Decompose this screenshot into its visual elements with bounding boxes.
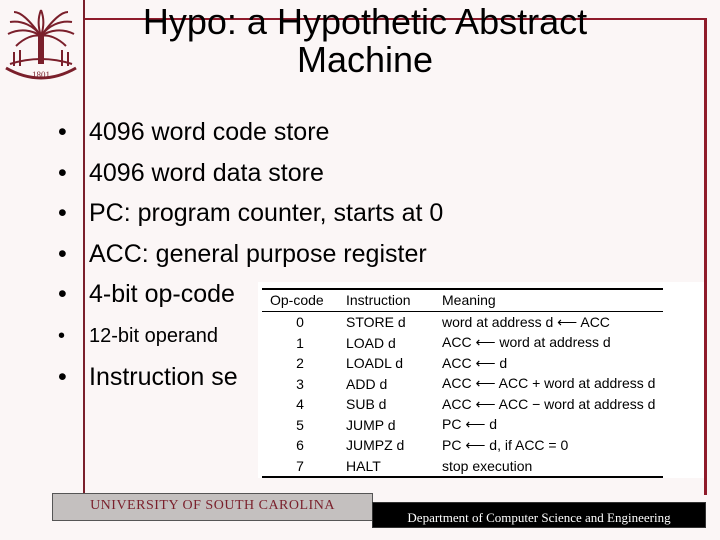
bullet-icon: • xyxy=(58,118,67,146)
instruction-cell: ADD d xyxy=(346,375,388,392)
bullet-icon: • xyxy=(58,362,67,391)
opcode-cell: 7 xyxy=(262,456,338,478)
table-row xyxy=(262,456,663,478)
bullet-text: 4096 word code store xyxy=(89,118,330,146)
instruction-cell: LOAD d xyxy=(346,334,396,351)
bullet-text: 4-bit op-code xyxy=(89,280,235,308)
bullet-item xyxy=(58,234,443,275)
table-row xyxy=(262,312,663,333)
bullet-item xyxy=(58,153,443,194)
bullet-icon: • xyxy=(58,280,67,308)
bullet-text: 12-bit operand xyxy=(89,324,218,347)
footer-department-text: Department of Computer Science and Engineering xyxy=(407,510,671,525)
meaning-cell: ACC ⟵ ACC + word at address d xyxy=(442,375,656,392)
table-row xyxy=(262,353,663,374)
bullet-text: 4096 word data store xyxy=(89,158,324,187)
instruction-cell: JUMP d xyxy=(346,416,396,433)
table-header-row xyxy=(262,289,663,312)
opcode-cell: 0 xyxy=(296,314,304,331)
opcode-cell: 1 xyxy=(296,334,304,351)
instruction-set-table xyxy=(258,282,704,478)
meaning-cell: stop execution xyxy=(434,456,663,478)
table-row xyxy=(262,374,663,395)
column-header: Instruction xyxy=(338,289,434,312)
table-row xyxy=(262,333,663,354)
column-header: Meaning xyxy=(434,289,663,312)
opcode-cell: 5 xyxy=(296,416,304,433)
frame-right-border xyxy=(704,20,707,495)
instruction-cell: LOADL d xyxy=(346,355,404,372)
meaning-cell: ACC ⟵ ACC − word at address d xyxy=(442,395,656,412)
meaning-cell: ACC ⟵ word at address d xyxy=(442,334,611,351)
slide-title: Hypo: a Hypothetic Abstract Machine xyxy=(142,1,588,80)
opcode-cell: 4 xyxy=(296,396,304,413)
bullet-icon: • xyxy=(58,199,67,227)
instruction-table xyxy=(262,288,663,478)
table-row xyxy=(262,394,663,415)
meaning-cell: ACC ⟵ d xyxy=(442,354,508,371)
bullet-item xyxy=(58,193,443,234)
bullet-icon: • xyxy=(58,239,67,268)
table-row xyxy=(262,435,663,456)
opcode-cell: 2 xyxy=(296,355,304,372)
bullet-icon: • xyxy=(58,324,66,347)
meaning-cell: PC ⟵ d xyxy=(442,416,498,433)
bullet-item xyxy=(58,112,443,153)
bullet-text: PC: program counter, starts at 0 xyxy=(89,199,444,227)
university-logo-icon xyxy=(4,6,78,84)
opcode-cell: 6 xyxy=(296,437,304,454)
bullet-text: Instruction se xyxy=(89,362,238,391)
logo-year: 1801 xyxy=(32,70,50,80)
bullet-icon: • xyxy=(58,158,67,187)
instruction-cell: HALT xyxy=(338,456,434,478)
opcode-cell: 3 xyxy=(296,375,304,392)
meaning-cell: PC ⟵ d, if ACC = 0 xyxy=(442,436,569,453)
column-header: Op-code xyxy=(262,289,338,312)
footer-university-bar xyxy=(52,493,373,521)
footer-university-text: UNIVERSITY OF SOUTH CAROLINA xyxy=(90,498,335,513)
bullet-text: ACC: general purpose register xyxy=(89,239,427,268)
meaning-cell: word at address d ⟵ ACC xyxy=(442,313,610,330)
footer-department-bar xyxy=(372,502,706,528)
instruction-cell: SUB d xyxy=(346,396,387,413)
instruction-cell: STORE d xyxy=(346,314,406,331)
instruction-cell: JUMPZ d xyxy=(346,437,405,454)
table-row xyxy=(262,415,663,436)
